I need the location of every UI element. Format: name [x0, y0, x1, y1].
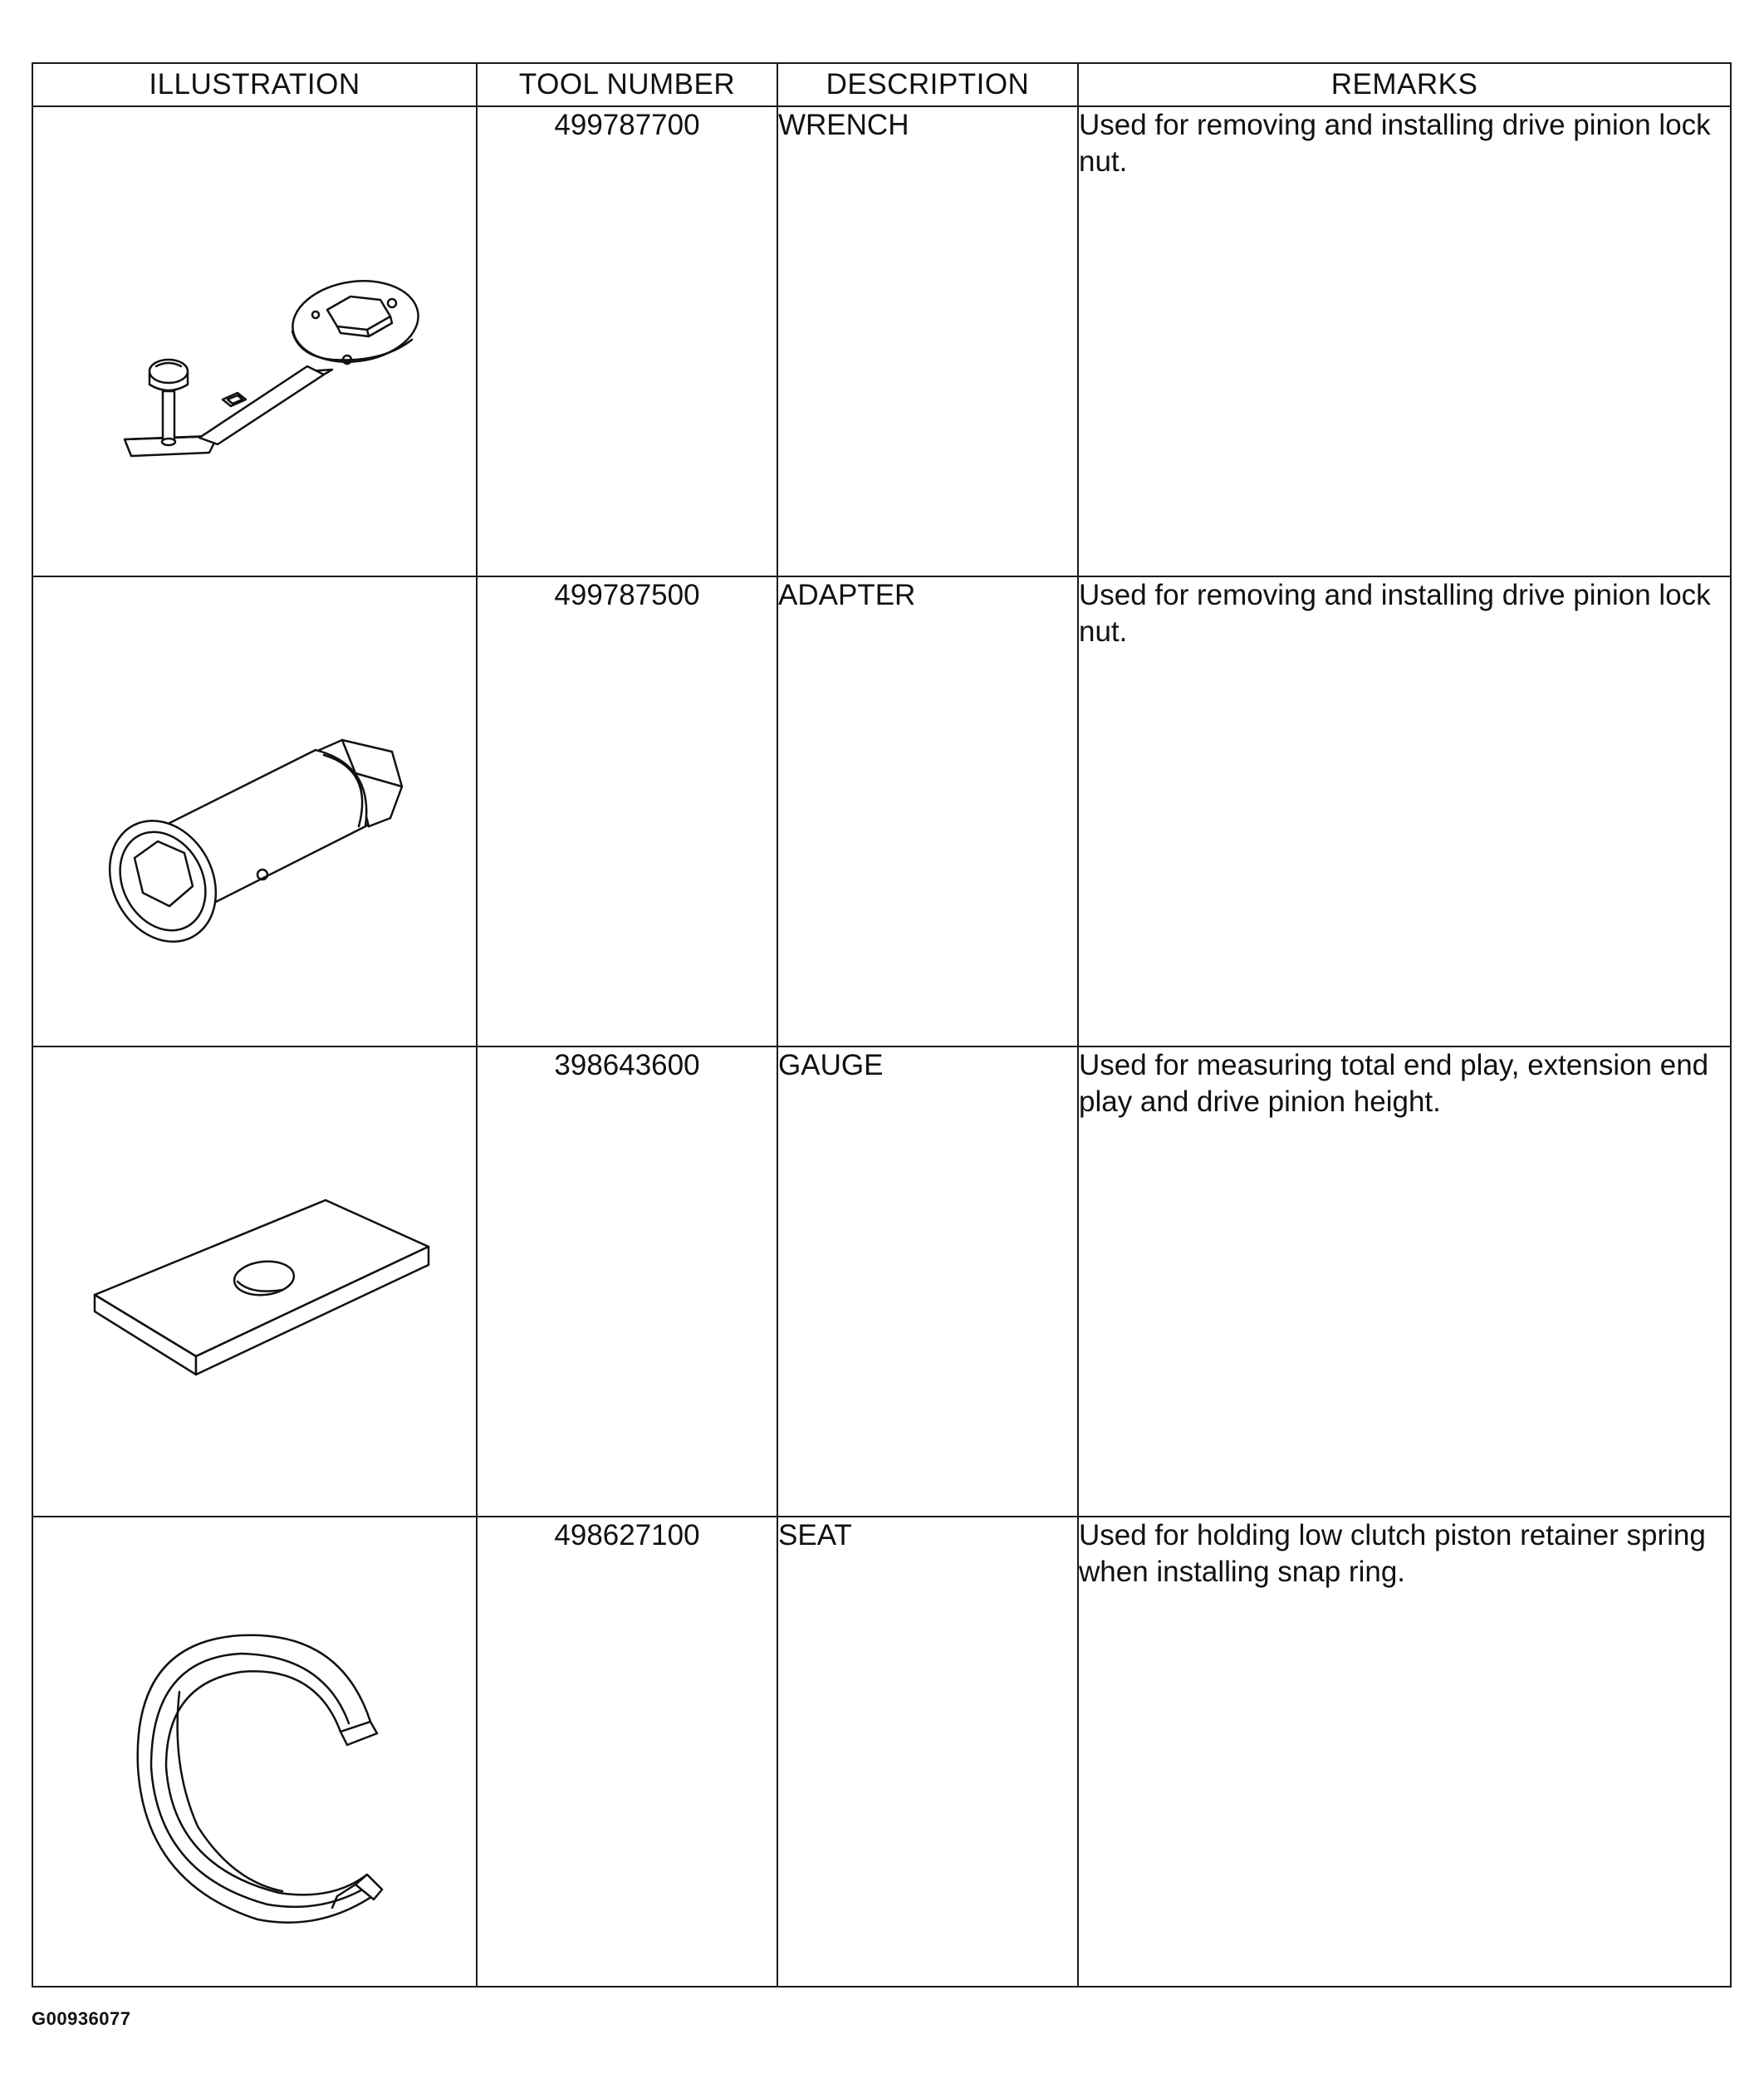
tool-remarks: Used for removing and installing drive pinion lock nut.: [1078, 576, 1731, 1046]
illustration-cell: [32, 1517, 477, 1987]
special-tools-table: [32, 62, 1732, 1988]
tool-remarks: Used for holding low clutch piston retainer spring when installing snap ring.: [1078, 1517, 1731, 1987]
table-row: [32, 1046, 1731, 1517]
illustration-cell: [32, 106, 477, 576]
tool-remarks: Used for removing and installing drive pinion lock nut.: [1078, 106, 1731, 576]
wrench-icon: [33, 107, 478, 576]
socket-adapter-icon: [33, 577, 478, 1046]
tool-description: ADAPTER: [777, 576, 1078, 1046]
figure-id: G00936077: [32, 2008, 131, 2029]
tool-remarks: Used for measuring total end play, extension end play and drive pinion height.: [1078, 1046, 1731, 1517]
header-illustration: ILLUSTRATION: [32, 63, 477, 106]
illustration-cell: [32, 1046, 477, 1517]
tool-number: 499787700: [477, 106, 777, 576]
tool-number: 499787500: [477, 576, 777, 1046]
tool-description: SEAT: [777, 1517, 1078, 1987]
tool-number: 498627100: [477, 1517, 777, 1987]
tool-description: GAUGE: [777, 1046, 1078, 1517]
header-description: DESCRIPTION: [777, 63, 1078, 106]
seat-ring-icon: [33, 1517, 478, 1986]
tool-number: 398643600: [477, 1046, 777, 1517]
header-remarks: REMARKS: [1078, 63, 1731, 106]
tool-description: WRENCH: [777, 106, 1078, 576]
table-row: [32, 576, 1731, 1046]
table-row: [32, 1517, 1731, 1987]
header-row: [32, 63, 1731, 106]
table-row: [32, 106, 1731, 576]
gauge-plate-icon: [33, 1047, 478, 1516]
illustration-cell: [32, 576, 477, 1046]
table-header: [32, 63, 1731, 106]
header-tool-number: TOOL NUMBER: [477, 63, 777, 106]
